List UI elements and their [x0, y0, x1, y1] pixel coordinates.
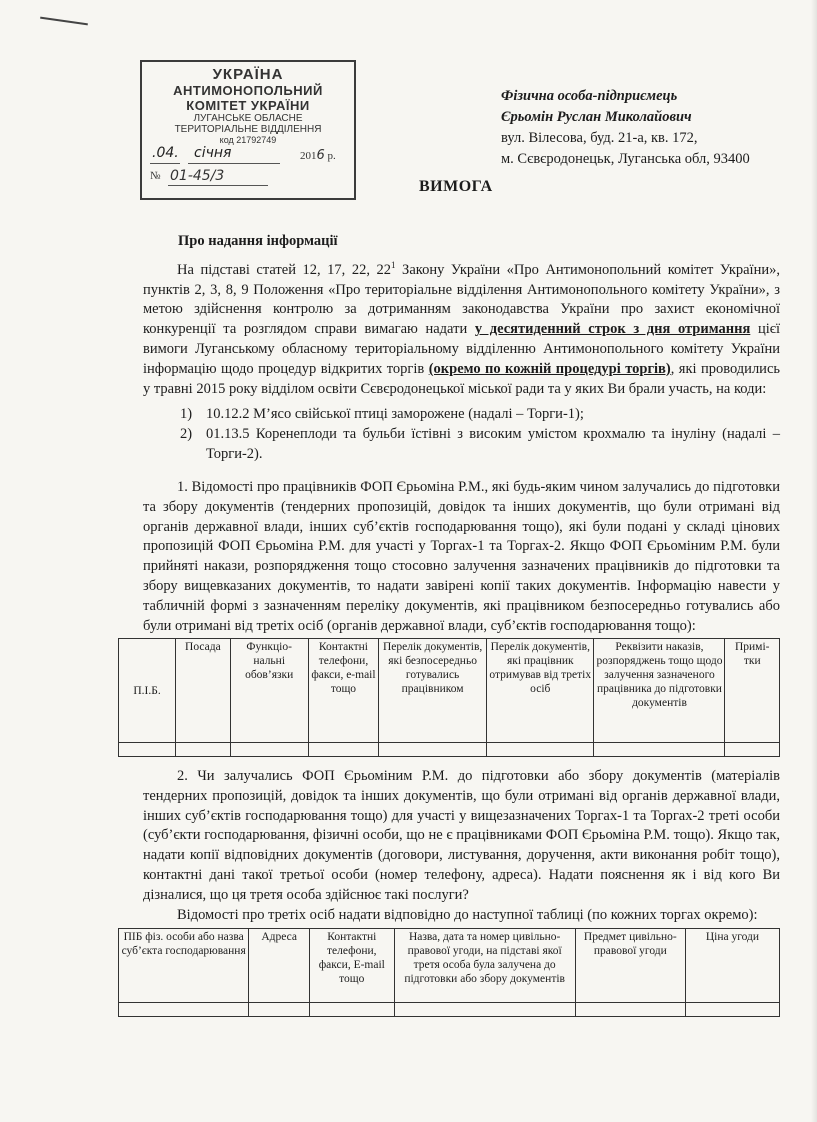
list-item-text: 10.12.2 М’ясо свійської птиці заморожене (надалі – Торги-1);: [206, 406, 584, 422]
codes-list: [180, 405, 780, 464]
stamp-date-day: .04.: [152, 145, 179, 161]
stamp-date-year-handwritten: 6: [316, 148, 325, 163]
stamp-date-year-printed: 201: [300, 150, 317, 162]
registration-stamp: [140, 60, 356, 200]
table-header-cell: Контактні телефони, факси, e-mail тощо: [308, 639, 378, 743]
table-cell: [685, 1003, 779, 1017]
stamp-number-prefix: №: [150, 170, 161, 182]
table-header-cell: Назва, дата та номер цивільно-правової угоди, на підставі якої третя особа була залучена до підготовки або збору документів: [394, 929, 575, 1003]
table-header-cell: Предмет цивільно-правової угоди: [575, 929, 685, 1003]
stamp-line-5: ТЕРИТОРІАЛЬНЕ ВІДДІЛЕННЯ: [174, 124, 322, 135]
point-1-text: 1. Відомості про працівників ФОП Єрьоміна Р.М., які будь-яким чином залучались до підготовки та збору документів (тендерних пропозицій, довідок та інших документів, що були отримані від органів державної влади, інших суб’єктів господарювання тощо), які були подані у складі цінових пропозицій ФОП Єрьоміна Р.М. для участі у Торгах-1 та Торгах-2. Якщо ФОП Єрьоміним Р.М. були прийняті накази, розпорядження тощо стосовно залучення зазначених працівників до підготовки та збору вищевказаних документів, то надати завірені копії таких документів. Інформацію навести у табличній формі з зазначенням переліку документів, які працівником безпосередньо готувались або були отримані від третіх осіб (органів державної влади, суб’єктів господарювання тощо):: [143, 479, 780, 634]
table-header-cell: Реквізити наказів, розпоряджень тощо щодо залучення зазначеного працівника до підготовки документів: [594, 639, 725, 743]
stamp-date-month: січня: [194, 145, 232, 161]
intro-part-3: цієї вимоги Луганському обласному територіальному відділенню Антимонопольного комітету України інформацію щодо процедур відкритих торгів: [143, 321, 780, 377]
table-cell: [310, 1003, 395, 1017]
document-title: ВИМОГА: [419, 178, 493, 195]
list-item: [180, 405, 780, 425]
table-row: [119, 743, 780, 757]
stamp-line-1: УКРАЇНА: [212, 66, 284, 83]
table-cell: [575, 1003, 685, 1017]
stamp-number: [150, 170, 346, 188]
addressee-street: вул. Вілесова, буд. 21-а, кв. 172,: [501, 130, 698, 146]
table-cell: [249, 1003, 310, 1017]
stamp-date-suffix: р.: [327, 150, 336, 162]
employees-table: [118, 638, 780, 757]
stamp-code: код 21792749: [219, 135, 277, 145]
third-parties-table: [118, 928, 780, 1017]
stamp-date-year: [300, 148, 336, 163]
table-cell: [379, 743, 487, 757]
table-cell: [594, 743, 725, 757]
table-header-cell: Посада: [176, 639, 231, 743]
table-header-cell: Перелік документів, які безпосередньо готувались працівником: [379, 639, 487, 743]
table-cell: [119, 743, 176, 757]
stamp-line-4: ЛУГАНСЬКЕ ОБЛАСНЕ: [193, 113, 303, 124]
table-row: [119, 1003, 780, 1017]
table-header-cell: П.І.Б.: [119, 639, 176, 743]
intro-superscript: 1: [391, 260, 396, 270]
intro-paragraph: [143, 256, 780, 399]
scan-edge-shadow: [811, 0, 817, 1122]
list-item-number: 2): [180, 425, 193, 442]
table-cell: [176, 743, 231, 757]
list-item-number: 1): [180, 406, 193, 422]
list-item-text: 01.13.5 Коренеплоди та бульби їстівні з високим умістом крохмалю та інуліну (надалі – Торги-2).: [206, 425, 780, 462]
table-header-cell: Перелік документів, які працівник отримував від третіх осіб: [487, 639, 594, 743]
table-header-row: [119, 929, 780, 1003]
table-cell: [308, 743, 378, 757]
point-1-paragraph: [143, 478, 780, 636]
point-2-text: 2. Чи залучались ФОП Єрьоміним Р.М. до підготовки або збору документів (матеріалів тендерних пропозицій, довідок та інших документів, що були отримані від органів державної влади, інших суб’єктів господарювання тощо) для участі у вищезазначених Торгах-1 та Торгах-2 треті особи (суб’єкти господарювання, фізичні особи, що не є працівниками ФОП Єрьоміна Р.М. тощо). Якщо так, надати копії відповідних документів (договори, листування, доручення, акти виконання робіт тощо), контактні дані такої третьої особи (номер телефону, адреса). Надати пояснення як і від кого Ви дізналися, що ця третя особа здійснює такі послуги?: [143, 768, 780, 903]
table-header-cell: Адреса: [249, 929, 310, 1003]
addressee-city: м. Сєвєродонецьк, Луганська обл, 93400: [501, 151, 750, 167]
scan-mark: [40, 17, 88, 26]
list-item: [180, 425, 780, 465]
table-header-cell: ПІБ фіз. особи або назва суб’єкта господарювання: [119, 929, 249, 1003]
table-header-cell: Ціна угоди: [685, 929, 779, 1003]
addressee-block: [501, 86, 801, 170]
addressee-role: Фізична особа-підприємець: [501, 88, 678, 104]
intro-separately: (окремо по кожній процедурі торгів): [428, 360, 671, 377]
table-header-cell: Функціо-нальні обов’язки: [230, 639, 308, 743]
intro-part-1: На підставі статей 12, 17, 22, 22: [177, 261, 392, 278]
point-2b-text: Відомості про третіх осіб надати відповідно до наступної таблиці (по кожних торгах окремо):: [177, 906, 758, 923]
intro-part-4: , які проводились у травні 2015 року відділом освіти Сєвєродонецької міської ради та у яких Ви брали участь, на коди:: [143, 360, 780, 397]
table-header-cell: Контактні телефони, факси, E-mail тощо: [310, 929, 395, 1003]
table-cell: [119, 1003, 249, 1017]
intro-part-2: Закону України «Про Антимонопольний комітет України», пунктів 2, 3, 8, 9 Положення «Про територіальне відділення Антимонопольного комітету України», з метою здійснення контролю за дотриманням законодавства України про захист економічної конкуренції та розглядом справи вимагаю надати: [143, 261, 780, 338]
stamp-line-2: АНТИМОНОПОЛЬНИЙ: [173, 83, 323, 98]
intro-deadline: у десятиденний строк з дня отримання: [474, 321, 751, 338]
document-subject: Про надання інформації: [178, 233, 338, 249]
point-2-paragraph: [143, 767, 780, 925]
stamp-line-3: КОМІТЕТ УКРАЇНИ: [186, 98, 310, 113]
stamp-date: [150, 145, 346, 166]
addressee-name: Єрьомін Руслан Миколайович: [501, 109, 692, 125]
table-header-row: [119, 639, 780, 743]
stamp-number-value: 01-45/3: [170, 168, 225, 184]
table-cell: [487, 743, 594, 757]
table-header-cell: Примі-тки: [725, 639, 780, 743]
table-cell: [394, 1003, 575, 1017]
table-cell: [230, 743, 308, 757]
table-cell: [725, 743, 780, 757]
